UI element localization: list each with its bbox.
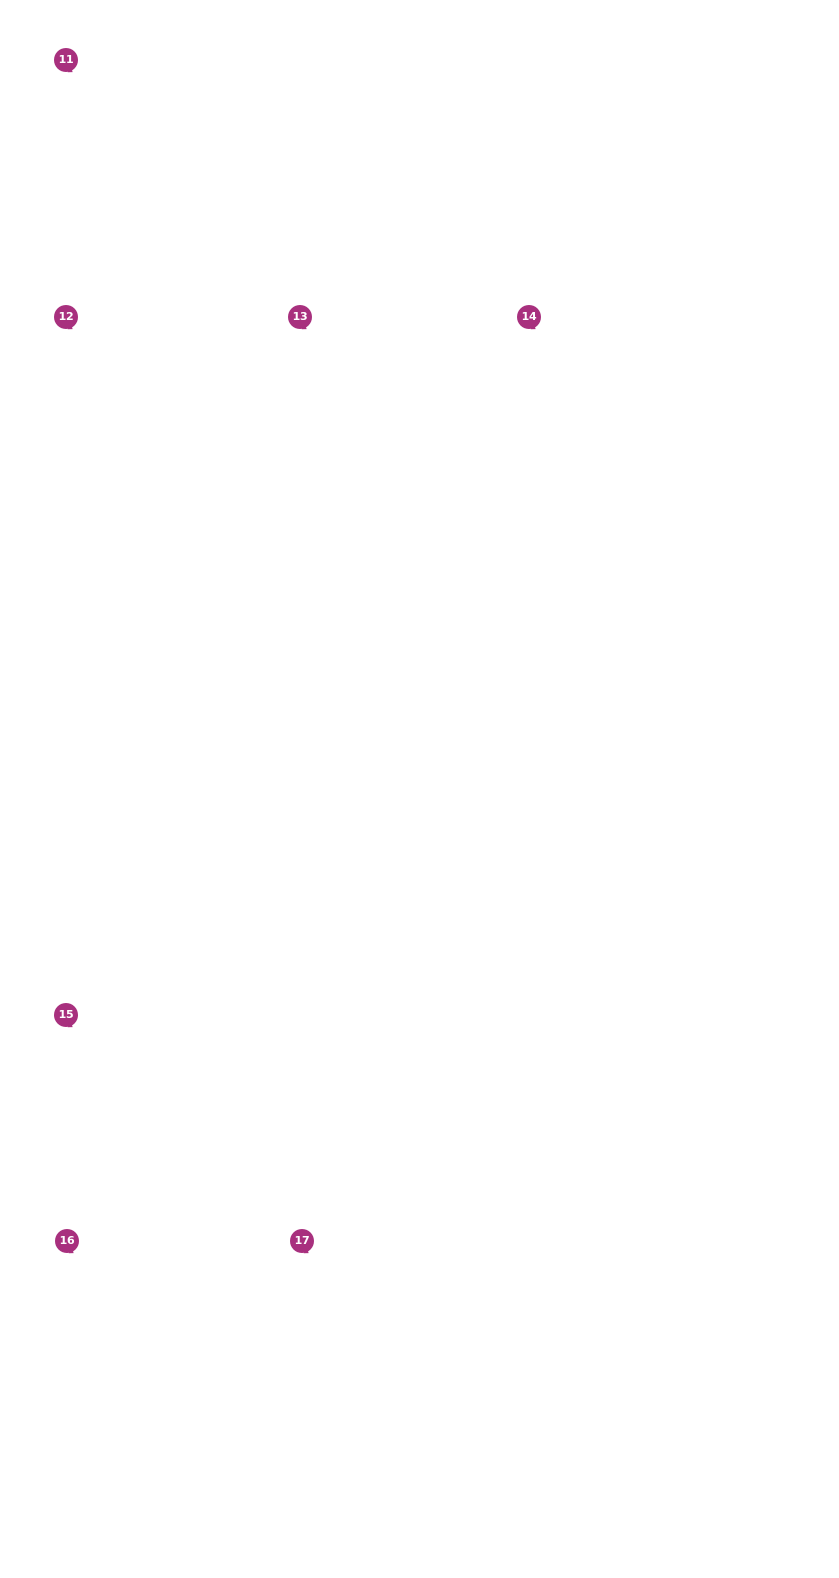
marker-label: 11 [54, 48, 78, 72]
marker-pointer-icon [68, 324, 75, 331]
marker-label: 17 [290, 1229, 314, 1253]
number-marker [288, 305, 312, 335]
marker-pointer-icon [302, 324, 309, 331]
number-marker [290, 1229, 314, 1259]
marker-pointer-icon [68, 67, 75, 74]
marker-label: 16 [55, 1229, 79, 1253]
marker-label: 15 [54, 1003, 78, 1027]
marker-pointer-icon [304, 1248, 311, 1255]
number-marker [54, 48, 78, 78]
number-marker [517, 305, 541, 335]
marker-label: 12 [54, 305, 78, 329]
marker-pointer-icon [68, 1022, 75, 1029]
marker-pointer-icon [531, 324, 538, 331]
marker-label: 14 [517, 305, 541, 329]
number-marker [54, 305, 78, 335]
number-marker [55, 1229, 79, 1259]
number-marker [54, 1003, 78, 1033]
marker-label: 13 [288, 305, 312, 329]
marker-pointer-icon [69, 1248, 76, 1255]
